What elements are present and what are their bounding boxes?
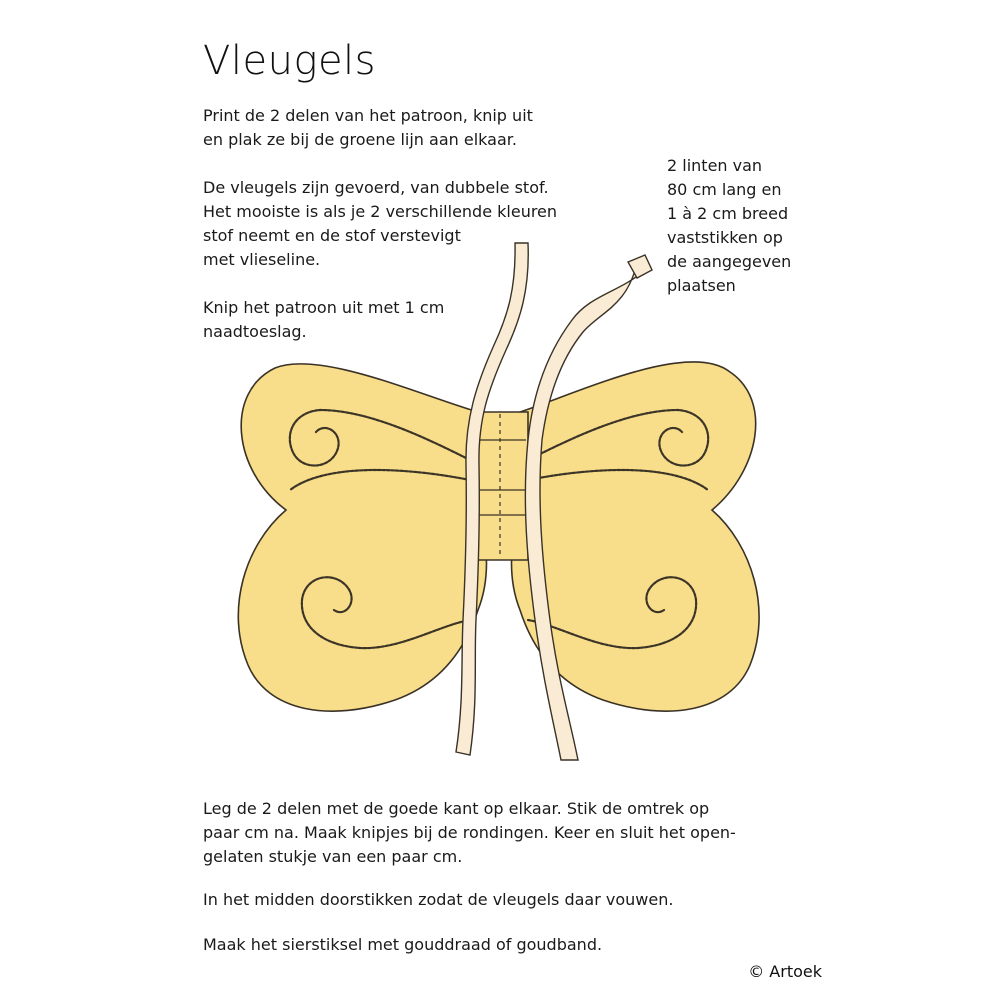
- instruction-middle: In het midden doorstikken zodat de vleugels daar vouwen.: [203, 890, 674, 909]
- instruction-cut: Knip het patroon uit met 1 cm naadtoeslag.: [203, 298, 445, 341]
- ribbon-right-end: [628, 255, 652, 278]
- ribbon-note: 2 linten van 80 cm lang en 1 à 2 cm breed vaststikken op de aangegeven plaatsen: [667, 156, 792, 295]
- instruction-sew: Leg de 2 delen met de goede kant op elkaar. Stik de omtrek op paar cm na. Maak knipjes bij de rondingen. Keer en sluit het open- gelaten stukje van een paar cm.: [203, 799, 736, 866]
- copyright-notice: © Artoek: [748, 962, 822, 981]
- instruction-fabric: De vleugels zijn gevoerd, van dubbele stof. Het mooiste is als je 2 verschillende kleuren stof neemt en de stof verstevigt met vlieseline.: [203, 178, 558, 269]
- page-title: Vleugels: [203, 38, 377, 84]
- instruction-decor: Maak het sierstiksel met gouddraad of goudband.: [203, 935, 603, 954]
- wings: [238, 362, 759, 711]
- instruction-print: Print de 2 delen van het patroon, knip uit en plak ze bij de groene lijn aan elkaar.: [203, 106, 533, 149]
